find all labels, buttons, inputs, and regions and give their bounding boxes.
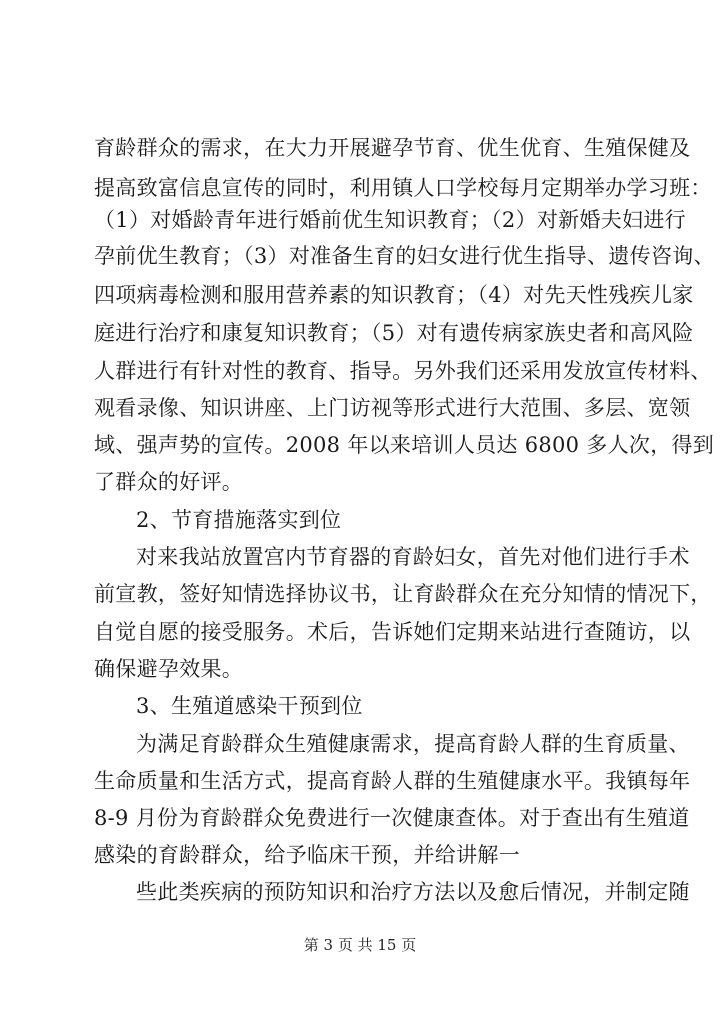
paragraph-line: 自觉自愿的接受服务。术后，告诉她们定期来站进行查随访，以	[94, 620, 691, 644]
section-heading: 3、生殖道感染干预到位	[136, 694, 363, 718]
paragraph-line: 对来我站放置宫内节育器的育龄妇女，首先对他们进行手术	[136, 545, 690, 569]
paragraph-line: 育龄群众的需求，在大力开展避孕节育、优生优育、生殖保健及	[94, 136, 691, 160]
paragraph-line: 前宣教，签好知情选择协议书，让育龄群众在充分知情的情况下，	[94, 582, 712, 606]
paragraph-line: （1）对婚龄青年进行婚前优生知识教育；（2）对新婚夫妇进行	[94, 208, 686, 232]
paragraph-line: 确保避孕效果。	[94, 657, 244, 681]
section-heading: 2、节育措施落实到位	[136, 508, 342, 532]
paragraph-line: 8-9 月份为育龄群众免费进行一次健康查体。对于查出有生殖道	[94, 806, 690, 830]
paragraph-line: 感染的育龄群众，给予临床干预，并给讲解一	[94, 843, 520, 867]
paragraph-line: 提高致富信息宣传的同时，利用镇人口学校每月定期举办学习班：	[94, 176, 712, 200]
paragraph-line: 观看录像、知识讲座、上门访视等形式进行大范围、多层、宽领	[94, 396, 691, 420]
paragraph-line: 四项病毒检测和服用营养素的知识教育；（4）对先天性残疾儿家	[94, 283, 694, 307]
page-footer: 第 3 页 共 15 页	[303, 936, 417, 954]
paragraph-line: 生命质量和生活方式，提高育龄人群的生殖健康水平。我镇每年	[94, 769, 691, 793]
paragraph-line: 孕前优生教育；（3）对准备生育的妇女进行优生指导、遗传咨询、	[94, 244, 715, 268]
paragraph-line: 域、强声势的宣传。2008 年以来培训人员达 6800 多人次，得到	[94, 433, 715, 457]
paragraph-line: 些此类疾病的预防知识和治疗方法以及愈后情况，并制定随	[136, 880, 690, 904]
paragraph-line: 人群进行有针对性的教育、指导。另外我们还采用发放宣传材料、	[94, 359, 712, 383]
paragraph-line: 庭进行治疗和康复知识教育；（5）对有遗传病家族史者和高风险	[94, 321, 694, 345]
paragraph-line: 了群众的好评。	[94, 470, 244, 494]
paragraph-line: 为满足育龄群众生殖健康需求，提高育龄人群的生育质量、	[136, 732, 690, 756]
